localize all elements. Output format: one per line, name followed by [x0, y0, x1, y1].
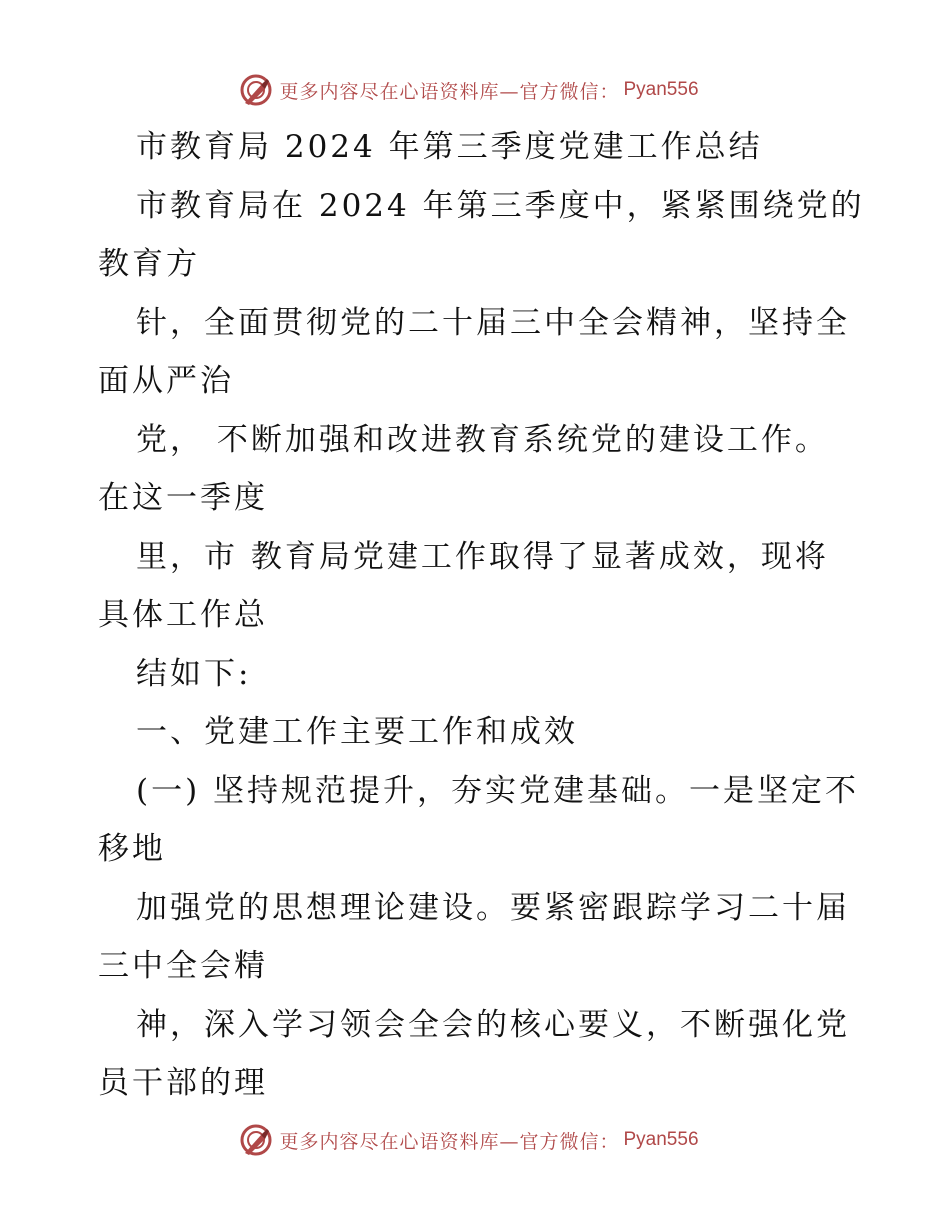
header-watermark [0, 70, 950, 110]
paragraph-line: 具体工作总 [98, 597, 268, 633]
paragraph-line: 三中全会精 [98, 948, 268, 984]
watermark-text: 更多内容尽在心语资料库—官方微信： [279, 1130, 620, 1153]
section-heading: 一、党建工作主要工作和成效 [136, 714, 578, 750]
document-title: 市教育局 2024 年第三季度党建工作总结 [136, 129, 763, 165]
paragraph-line: 结如下: [136, 656, 252, 692]
paragraph-line: 移地 [98, 831, 166, 867]
watermark-text: 更多内容尽在心语资料库—官方微信： [279, 80, 620, 103]
pen-logo-icon [239, 73, 273, 107]
paragraph-line: 教育方 [98, 246, 200, 282]
paragraph-line: 加强党的思想理论建设。要紧密跟踪学习二十届 [136, 890, 850, 926]
pen-logo-icon [239, 1123, 273, 1157]
paragraph-line: 党， 不断加强和改进教育系统党的建设工作。 [136, 422, 829, 458]
paragraph-line: 神，深入学习领会全会的核心要义，不断强化党 [136, 1007, 850, 1043]
watermark-wechat-id: Pyan556 [623, 79, 699, 100]
paragraph-line: 面从严治 [98, 363, 234, 399]
footer-watermark [0, 1120, 950, 1160]
paragraph-line: 市教育局在 2024 年第三季度中，紧紧围绕党的 [136, 188, 865, 224]
watermark-wechat-id: Pyan556 [623, 1129, 699, 1150]
paragraph-line: 员干部的理 [98, 1065, 268, 1101]
paragraph-line: 在这一季度 [98, 480, 268, 516]
paragraph-line: (一) 坚持规范提升，夯实党建基础。一是坚定不 [136, 773, 860, 809]
paragraph-line: 针，全面贯彻党的二十届三中全会精神，坚持全 [136, 305, 850, 341]
paragraph-line: 里，市 教育局党建工作取得了显著成效，现将 [136, 539, 829, 575]
